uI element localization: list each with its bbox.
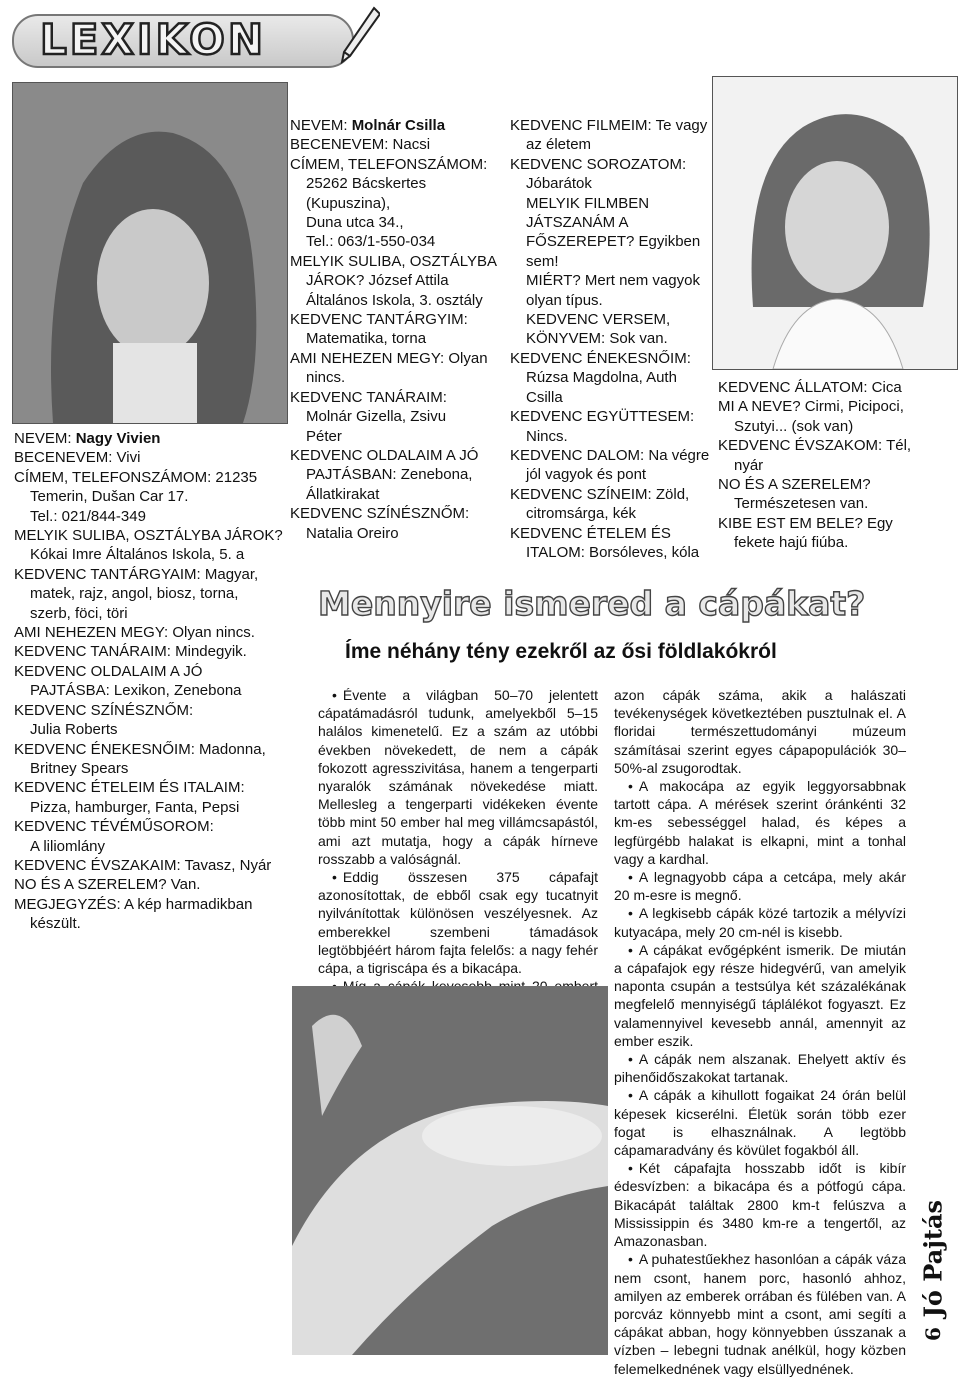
profile-line xyxy=(510,504,710,523)
lexikon-logo xyxy=(6,6,378,70)
profile-line xyxy=(718,456,938,475)
profile-line xyxy=(14,914,290,933)
profile-line xyxy=(290,116,500,135)
profile-line xyxy=(14,604,290,623)
article-column-1 xyxy=(318,686,598,1032)
profile-label: KEDVENC ÉVSZAKAIM: Tavasz, Nyár xyxy=(14,856,272,874)
bullet-icon: • xyxy=(332,869,337,886)
article-column-2 xyxy=(614,686,906,1378)
profile-label: Péter xyxy=(306,427,342,445)
profile-line xyxy=(290,446,500,465)
profile-csilla-col2 xyxy=(510,116,710,562)
article-paragraph: • Két cápafajta hosszabb időt is kibír édesvízben: a bikacápa és a pótfogú cápa. Bikacápát találtak 2800 km-t felúszva a Mississippin és 3480 km-re a tengertől, az Amazonasban. xyxy=(614,1160,906,1250)
profile-label: MEGJEGYZÉS: A kép harmadikban xyxy=(14,895,253,913)
profile-line xyxy=(718,533,938,552)
profile-label: Jóbarátok xyxy=(526,175,592,193)
photo-vivien xyxy=(12,82,288,424)
profile-line xyxy=(14,895,290,914)
profile-line xyxy=(14,856,290,875)
profile-label: KEDVENC TÉVÉMŰSOROM: xyxy=(14,818,214,836)
profile-label: jól vagyok és pont xyxy=(526,466,647,484)
profile-line xyxy=(14,817,290,836)
profile-label: KEDVENC DALOM: Na végre xyxy=(510,446,710,464)
profile-line xyxy=(510,524,710,543)
profile-label: NO ÉS A SZERELEM? Van. xyxy=(14,876,201,894)
profile-line xyxy=(290,135,500,154)
profile-line xyxy=(14,837,290,856)
profile-label: CÍMEM, TELEFONSZÁMOM: 21235 xyxy=(14,468,258,486)
profile-line xyxy=(510,368,710,387)
profile-label: KEDVENC ÉVSZAKOM: Tél, xyxy=(718,437,912,455)
profile-label: Tel.: 021/844-349 xyxy=(30,507,146,525)
profile-label: MELYIK SULIBA, OSZTÁLYBA JÁROK? xyxy=(14,527,283,545)
profile-label: FŐSZEREPET? Egyikben xyxy=(526,233,701,251)
article-subtitle: Íme néhány tény ezekről az ősi földlakókról xyxy=(345,640,777,663)
profile-line xyxy=(14,565,290,584)
profile-label: KÖNYVEM: Sok van. xyxy=(526,330,668,348)
bullet-icon: • xyxy=(628,1251,633,1268)
magazine-name: Jó Pajtás xyxy=(918,1199,948,1318)
profile-label: KEDVENC EGYÜTTESEM: xyxy=(510,408,695,426)
profile-line xyxy=(510,407,710,426)
profile-label: 25262 Bácskertes xyxy=(306,175,427,193)
profile-label: BECENEVEM: Nacsi xyxy=(290,136,431,154)
magazine-sidebar xyxy=(908,1160,958,1350)
profile-line xyxy=(14,584,290,603)
profile-line xyxy=(290,349,500,368)
profile-label: Állatkirakat xyxy=(306,485,380,503)
profile-line xyxy=(290,174,500,193)
profile-label: Molnár Gizella, Zsivu xyxy=(306,408,447,426)
profile-line xyxy=(718,417,938,436)
profile-label: nyár xyxy=(734,456,764,474)
profile-label: Csilla xyxy=(526,388,563,406)
profile-line xyxy=(14,545,290,564)
shark-image xyxy=(292,986,608,1355)
profile-label: BECENEVEM: Vivi xyxy=(14,449,141,467)
article-paragraph: • A cápákat evőgépként ismerik. De miután a cápafajok egy része hidegvérű, van amelyik naponta csupán a testsúlya két százalékának megfelelő mennyiségű táplálékot fogyaszt. Ez valamennyivel kevesebb annál, amennyit az ember eszik. xyxy=(614,941,906,1049)
profile-line xyxy=(290,485,500,504)
bullet-icon: • xyxy=(628,905,633,922)
profile-line xyxy=(718,436,938,455)
page-number: 6 xyxy=(920,1327,945,1341)
profile-label: NEVEM: xyxy=(14,430,76,447)
profile-line xyxy=(510,485,710,504)
profile-name: Nagy Vivien xyxy=(75,430,161,447)
profile-label: az életem xyxy=(526,136,592,154)
profile-label: CÍMEM, TELEFONSZÁMOM: xyxy=(290,155,488,173)
article-paragraph: • A cápák a kihullott fogaikat 24 órán belül képesek kicserélni. Életük során több ezer fogat is elhasználnak. A legtöbb cápamaradvány és kövület fogakból áll. xyxy=(614,1087,906,1159)
article-paragraph: • Eddig összesen 375 cápafajt azonosítottak, de ebből csak egy tucatnyit nyilvánítottak különösen veszélyesnek. Az emberekkel szembeni támadások legtöbbjéért három fajta felelős: a nagy fehér cápa, a tigriscápa és a bikacápa. xyxy=(318,869,598,977)
profile-label: KEDVENC VERSEM, xyxy=(526,311,671,329)
profile-line xyxy=(14,429,290,448)
profile-line xyxy=(14,487,290,506)
profile-label: Duna utca 34., xyxy=(306,214,404,232)
profile-label: KEDVENC TANÁRAIM: Mindegyik. xyxy=(14,643,247,661)
profile-line xyxy=(14,720,290,739)
profile-line xyxy=(14,798,290,817)
profile-line xyxy=(510,252,710,271)
profile-line xyxy=(290,291,500,310)
profile-label: KEDVENC OLDALAIM A JÓ xyxy=(290,446,479,464)
profile-line xyxy=(290,310,500,329)
profile-label: Pizza, hamburger, Fanta, Pepsi xyxy=(30,798,240,816)
bullet-icon: • xyxy=(628,869,633,886)
profile-label: készült. xyxy=(30,915,81,933)
profile-label: Natalia Oreiro xyxy=(306,524,399,542)
profile-label: Julia Roberts xyxy=(30,721,118,739)
profile-line xyxy=(510,232,710,251)
profile-line xyxy=(510,329,710,348)
article-paragraph: • A cápák nem alszanak. Ehelyett aktív és pihenőidőszakokat tartanak. xyxy=(614,1051,906,1086)
profile-label: MELYIK FILMBEN xyxy=(526,194,650,212)
profile-label: KEDVENC TANTÁRGYAIM: Magyar, xyxy=(14,565,259,583)
profile-label: KEDVENC ÉNEKESNŐIM: xyxy=(510,349,691,367)
profile-line xyxy=(14,448,290,467)
profile-line xyxy=(510,291,710,310)
profile-line xyxy=(510,543,710,562)
profile-label: KEDVENC TANÁRAIM: xyxy=(290,388,447,406)
profile-line xyxy=(14,526,290,545)
profile-label: Tel.: 063/1-550-034 xyxy=(306,233,436,251)
profile-label: Rúzsa Magdolna, Auth xyxy=(526,369,677,387)
bullet-icon: • xyxy=(628,1087,633,1104)
profile-line xyxy=(510,155,710,174)
profile-label: KEDVENC ÉTELEIM ÉS ITALAIM: xyxy=(14,779,245,797)
article-paragraph: • A legkisebb cápák közé tartozik a mélyvízi kutyacápa, mely 20 cm-nél is kisebb. xyxy=(614,905,906,940)
profile-line xyxy=(290,329,500,348)
profile-line xyxy=(510,465,710,484)
profile-line xyxy=(510,135,710,154)
article-paragraph: • A puhatestűekhez hasonlóan a cápák váza nem csont, hanem porc, hasonló ahhoz, amilyen az emberek orrában és fülében van. A porcváz könnyebb mint a csont, ami segíti a cápákat abban, hogy könnyebben ússzanak a vízben – lebegni tudnak anélkül, hogy közben felemelkednének vagy elsüllyednének. xyxy=(614,1251,906,1377)
profile-line xyxy=(510,174,710,193)
profile-csilla-col3 xyxy=(718,378,938,553)
profile-label: Matematika, torna xyxy=(306,330,427,348)
profile-line xyxy=(290,232,500,251)
profile-label: Általános Iskola, 3. osztály xyxy=(306,291,483,309)
profile-line xyxy=(718,514,938,533)
profile-label: KEDVENC SOROZATOM: xyxy=(510,155,687,173)
profile-label: NEVEM: xyxy=(290,117,352,134)
profile-line xyxy=(14,759,290,778)
profile-label: szerb, föci, töri xyxy=(30,604,128,622)
profile-label: MELYIK SULIBA, OSZTÁLYBA xyxy=(290,252,498,270)
profile-label: MIÉRT? Mert nem vagyok xyxy=(526,272,700,290)
logo-text: LEXIKON xyxy=(40,15,266,64)
profile-label: PAJTÁSBAN: Zenebona, xyxy=(306,466,473,484)
profile-label: KEDVENC ÉTELEM ÉS xyxy=(510,524,671,542)
profile-label: olyan típus. xyxy=(526,291,603,309)
profile-line xyxy=(290,213,500,232)
profile-line xyxy=(510,194,710,213)
article-paragraph: • Évente a világban 50–70 jelentett cápatámadásról tudunk, amelyekből 5–15 halálos kimenetelű. Ez a szám az utóbbi években növekedett, de nem a cápák fokozott agresszivitása, hanem a tengerparti nyaralók számának növekedése miatt. Mellesleg a tengerparti vidékeken évente több mint 50 ember hal meg villámcsapástól, ami azt mutatja, hogy a cápák hírneve rosszabb a valóságnál. xyxy=(318,687,598,867)
profile-line xyxy=(290,465,500,484)
profile-label: Kókai Imre Általános Iskola, 5. a xyxy=(30,546,245,564)
profile-line xyxy=(510,388,710,407)
profile-line xyxy=(14,701,290,720)
profile-line xyxy=(290,407,500,426)
profile-label: MI A NEVE? Cirmi, Picipoci, xyxy=(718,398,904,416)
profile-label: ITALOM: Borsóleves, kóla xyxy=(526,543,700,561)
profile-label: Temerin, Dušan Car 17. xyxy=(30,488,189,506)
profile-line xyxy=(290,504,500,523)
profile-line xyxy=(510,427,710,446)
profile-vivien xyxy=(14,429,290,934)
profile-line xyxy=(14,468,290,487)
profile-line xyxy=(510,310,710,329)
profile-line xyxy=(718,494,938,513)
profile-label: Szutyi... (sok van) xyxy=(734,417,854,435)
bullet-icon: • xyxy=(628,1160,633,1177)
profile-line xyxy=(290,271,500,290)
profile-label: KEDVENC SZÍNÉSZNŐM: xyxy=(14,701,194,719)
profile-line xyxy=(14,740,290,759)
profile-line xyxy=(510,271,710,290)
profile-label: KEDVENC SZÍNEIM: Zöld, xyxy=(510,485,690,503)
profile-label: KEDVENC FILMEIM: Te vagy xyxy=(510,117,708,134)
profile-label: PAJTÁSBA: Lexikon, Zenebona xyxy=(30,682,242,700)
profile-line xyxy=(290,524,500,543)
profile-csilla-col1 xyxy=(290,116,500,543)
pen-icon xyxy=(336,6,380,68)
article-title: Mennyire ismered a cápákat? xyxy=(318,584,866,623)
profile-line xyxy=(290,194,500,213)
profile-label: citromsárga, kék xyxy=(526,505,637,523)
profile-line xyxy=(510,446,710,465)
profile-label: JÁTSZANÁM A xyxy=(526,214,629,232)
profile-line xyxy=(510,213,710,232)
profile-label: nincs. xyxy=(306,369,346,387)
profile-label: Természetesen van. xyxy=(734,495,869,513)
profile-label: AMI NEHEZEN MEGY: Olyan xyxy=(290,349,488,367)
bullet-icon: • xyxy=(628,1051,633,1068)
profile-label: (Kupuszina), xyxy=(306,194,391,212)
profile-line xyxy=(14,662,290,681)
profile-line xyxy=(290,155,500,174)
profile-label: KEDVENC TANTÁRGYIM: xyxy=(290,311,468,329)
profile-label: KEDVENC ÁLLATOM: Cica xyxy=(718,379,902,396)
profile-line xyxy=(290,427,500,446)
profile-line xyxy=(14,623,290,642)
article-paragraph: • A legnagyobb cápa a cetcápa, mely akár 20 m-esre is megnő. xyxy=(614,869,906,904)
profile-line xyxy=(290,368,500,387)
profile-label: fekete hajú fiúba. xyxy=(734,534,849,552)
photo-csilla xyxy=(712,76,958,370)
profile-label: sem! xyxy=(526,252,559,270)
profile-label: KEDVENC SZÍNÉSZNŐM: xyxy=(290,505,470,523)
profile-label: KEDVENC OLDALAIM A JÓ xyxy=(14,662,203,680)
profile-line xyxy=(510,349,710,368)
profile-line xyxy=(290,388,500,407)
profile-line xyxy=(718,475,938,494)
profile-line xyxy=(718,378,938,397)
article-paragraph: azon cápák száma, akik a halászati tevékenységek következtében pusztulnak el. A floridai természettudományi múzeum számításai szerint egyes cápapopulációk 30–50%-al zsugorodtak. xyxy=(614,687,906,776)
profile-label: Britney Spears xyxy=(30,759,129,777)
profile-label: A liliomlány xyxy=(30,837,106,855)
profile-line xyxy=(14,681,290,700)
bullet-icon: • xyxy=(628,778,633,795)
bullet-icon: • xyxy=(628,941,633,958)
profile-label: JÁROK? József Attila xyxy=(306,272,449,290)
profile-label: matek, rajz, angol, biosz, torna, xyxy=(30,585,239,603)
profile-label: Nincs. xyxy=(526,427,568,445)
bullet-icon: • xyxy=(332,687,337,703)
profile-label: KEDVENC ÉNEKESNŐIM: Madonna, xyxy=(14,740,266,758)
profile-label: AMI NEHEZEN MEGY: Olyan nincs. xyxy=(14,624,255,642)
profile-label: NO ÉS A SZERELEM? xyxy=(718,476,871,494)
profile-line xyxy=(510,116,710,135)
profile-line xyxy=(14,875,290,894)
profile-line xyxy=(14,778,290,797)
profile-line xyxy=(718,397,938,416)
article-paragraph: • A makocápa az egyik leggyorsabbnak tartott cápa. A mérések szerint óránkénti 32 km-es sebességgel halad, és képes a legfürgébb halakat is elkapni, mint a tonhal vagy a kardhal. xyxy=(614,778,906,867)
profile-line xyxy=(290,252,500,271)
profile-line xyxy=(14,507,290,526)
profile-name: Molnár Csilla xyxy=(351,117,446,134)
profile-line xyxy=(14,642,290,661)
profile-label: KIBE EST EM BELE? Egy xyxy=(718,514,893,532)
